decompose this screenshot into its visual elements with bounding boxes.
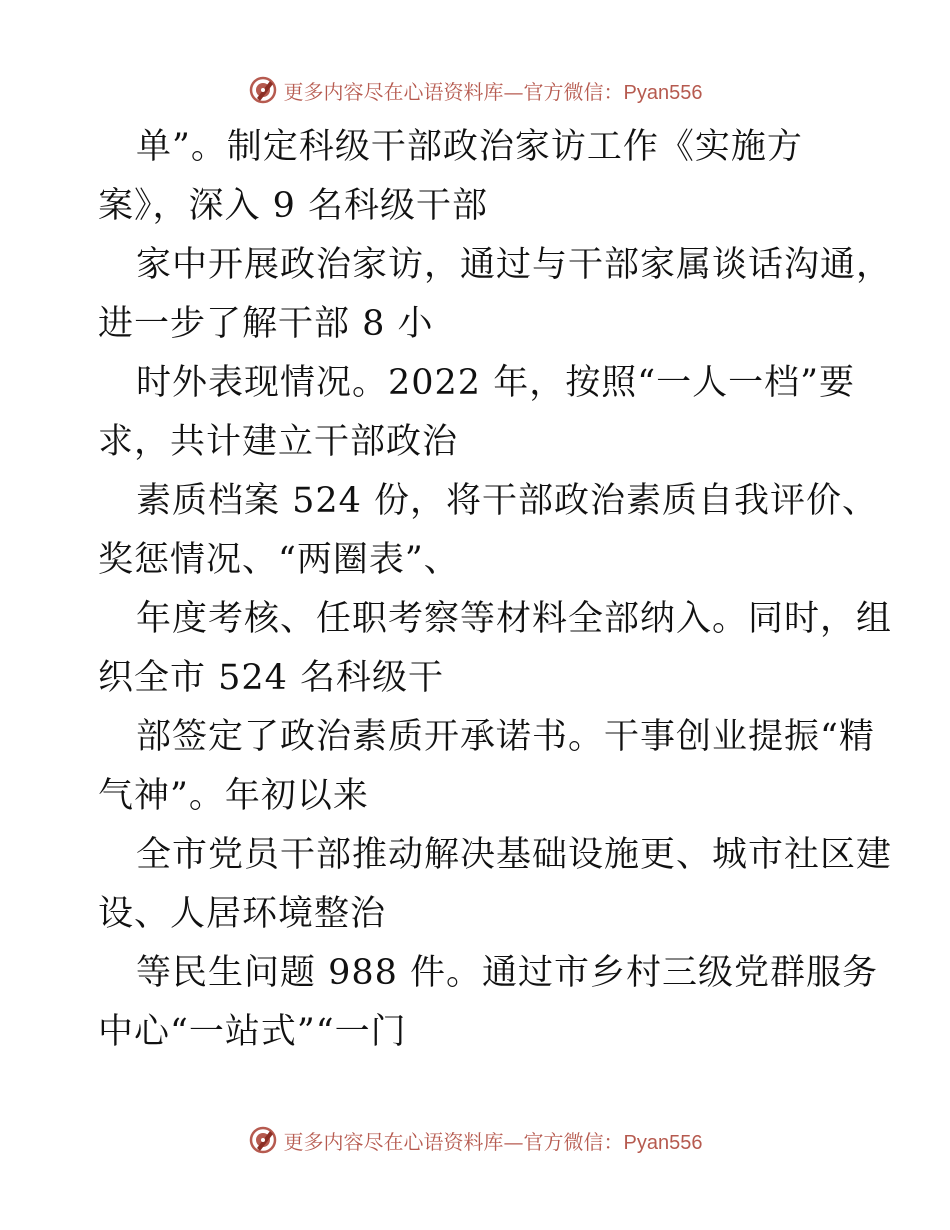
paragraph-line: 素质档案 524 份，将干部政治素质自我评价、 bbox=[136, 481, 879, 521]
paragraph-line: 家中开展政治家访，通过与干部家属谈话沟通， bbox=[136, 245, 893, 285]
paragraph-line: 奖惩情况、“两圈表”、 bbox=[98, 540, 460, 580]
paragraph-line: 等民生问题 988 件。通过市乡村三级党群服务 bbox=[136, 953, 879, 993]
paragraph-line: 求，共计建立干部政治 bbox=[98, 422, 459, 462]
paragraph-line: 织全市 524 名科级干 bbox=[98, 658, 445, 698]
paragraph-line: 设、人居环境整治 bbox=[98, 894, 387, 934]
banner-text: 更多内容尽在心语资料库—官方微信：Pyan556 bbox=[283, 1129, 703, 1154]
wechat-id: Pyan556 bbox=[623, 1131, 703, 1154]
banner-text: 更多内容尽在心语资料库—官方微信：Pyan556 bbox=[283, 79, 703, 104]
paragraph-line: 全市党员干部推动解决基础设施更、城市社区建 bbox=[136, 835, 893, 875]
document-body bbox=[98, 118, 893, 1062]
paragraph-line: 单”。制定科级干部政治家访工作《实施方 bbox=[136, 127, 803, 167]
paragraph-line: 年度考核、任职考察等材料全部纳入。同时，组 bbox=[136, 599, 893, 639]
footer-banner bbox=[0, 1120, 950, 1160]
fountain-pen-seal-icon bbox=[248, 75, 278, 105]
fountain-pen-seal-icon bbox=[248, 1125, 278, 1155]
paragraph-line: 案》，深入 9 名科级干部 bbox=[98, 186, 489, 226]
paragraph-line: 进一步了解干部 8 小 bbox=[98, 304, 434, 344]
paragraph-line: 中心“一站式”“一门 bbox=[98, 1012, 407, 1052]
paragraph-line: 部签定了政治素质开承诺书。干事创业提振“精 bbox=[136, 717, 875, 757]
wechat-id: Pyan556 bbox=[623, 81, 703, 104]
paragraph-line: 时外表现情况。2022 年，按照“一人一档”要 bbox=[136, 363, 855, 403]
header-banner bbox=[0, 70, 950, 110]
paragraph-line: 气神”。年初以来 bbox=[98, 776, 369, 816]
